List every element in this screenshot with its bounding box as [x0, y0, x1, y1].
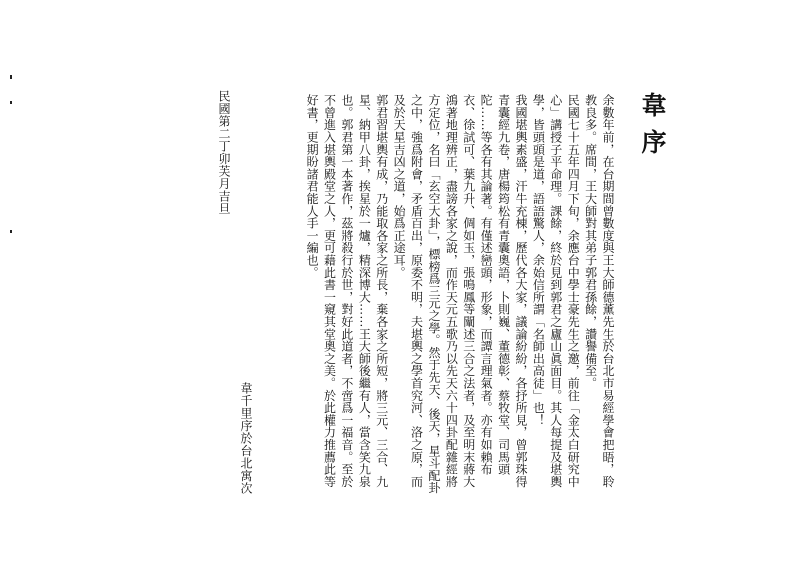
- date-line: 民國第二丁卯芙月吉旦: [217, 90, 231, 215]
- preface-paragraph: 郭君習堪輿有成，乃能取各家之所長，棄各家之所短，將三元、三合、九星、納甲八卦，挨星於一爐，精深博大……王大師後繼有人，當含笑九泉也。郭君第一本著作，茲將殺行於世，對好此道者，不啻爲一福音。至於不曾進入堪輿殿堂之人，更可藉此書一窺其堂奧之美。於此權力推薦此等好書，更期盼諸君能人手一編也。: [305, 94, 389, 488]
- scan-mark: [10, 101, 12, 104]
- preface-title: 韋序: [638, 92, 667, 166]
- preface-body: [243, 94, 616, 494]
- preface-paragraph: 民國七十五年四月下旬，余應台中學士豪先生之邀，前往「金太白研究中心」講授子平命理。課餘，終於見到郭君之廬山眞面目。其人每提及堪輿學，皆頭頭是道，語語驚人，余始信所謂「名師出高徒」也！: [531, 94, 581, 488]
- scan-mark: [10, 75, 12, 79]
- preface-paragraph: 余數年前，在台期間曾數度與王大師德薰先生於台北市易經學會把晤，聆教良多。席間，王大師對其弟子郭君孫餘，讚譽備至。: [583, 94, 615, 488]
- preface-paragraph: 我國堪輿素盛，汗牛充棟，歷代各大家，議論紛紛，各抒所見，曾郭珠得青囊經九卷，唐楊筠松有青囊奧語，卜則巍、董德彰、蔡牧堂、司馬頭陀……等各有其論著。有僅述巒頭，形象，而譚言理氣者。亦有如賴布衣、徐試可、葉九升、倜如玉，張鳴鳳等闡述三合之法者，及至明末蔣大鴻著地理辨正，盡謗各家之說，而作天元五歌乃以先天六十四卦配雜經將方定位，名曰「玄空大卦」，標榜爲三元之學。然于先天、後天，星斗配卦之中，強爲附會，矛盾百出，原委不明，夫堪輿之學首究河、洛之原，而及於天星吉凶之道，始爲正途耳。: [392, 94, 528, 494]
- scan-mark: [10, 230, 12, 233]
- author-signature: 韋千里序於台北寓次: [239, 382, 253, 495]
